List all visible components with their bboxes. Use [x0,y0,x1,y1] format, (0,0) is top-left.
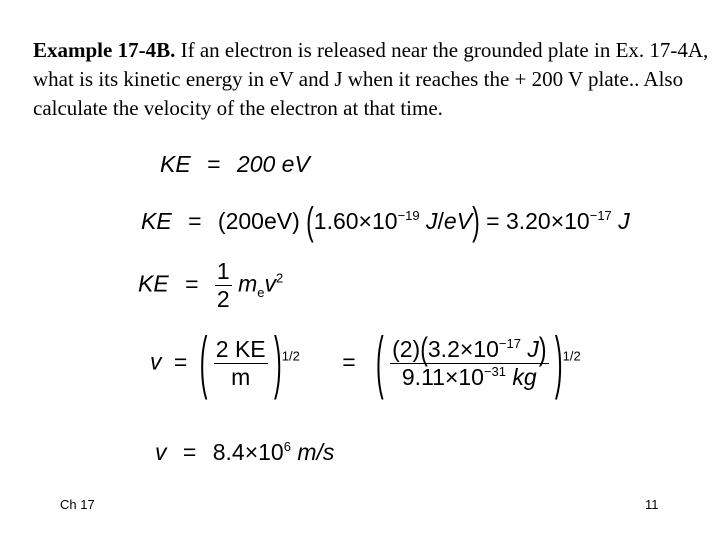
example-title: Example 17-4B. [33,38,176,62]
equation-velocity: v = ( $\frac{2 KE}{m}$ )$^{1/2}$ = ( $\frac{(2)(3.2\times 10^{-17} J)}{9.11\times 10^{-31} kg}$ )$^{1/2}$ [150,321,581,400]
page-number: 11 [645,497,659,512]
equation-ke-ev: KE = 200 eV [160,151,310,177]
example-text: If an electron is released near the grounded plate in Ex. 17-4A, what is its kinetic energy in eV and J when it reaches the + 200 V plate.. Also calculate the velocity of the electron at that time. [33,38,709,120]
equation-ke-joules: KE = (200eV) ($1.60\times 10^{-19}$ $J/eV) = 3.20\times 10^{-17}$ J [141,198,630,243]
problem-statement [33,36,713,123]
fraction-2ke-over-m: $\frac{2 KE}{m}$ [215,336,266,390]
footer-chapter: Ch 17 [60,497,95,512]
equation-velocity-result: $v = 8.4\times 10^6$ m/s [155,439,335,465]
left-paren: ( [306,198,314,243]
fraction-numeric-velocity: $\frac{(2)(3.2\times 10^{-17} J)}{9.11\times 10^{-31} kg}$ [392,330,547,390]
fraction-one-half: $\frac{1}{2}$ [216,258,230,312]
right-paren: ) [472,198,480,243]
equation-ke-formula: KE = $\frac{1}{2}$ $m_ev^2$ [138,258,284,312]
